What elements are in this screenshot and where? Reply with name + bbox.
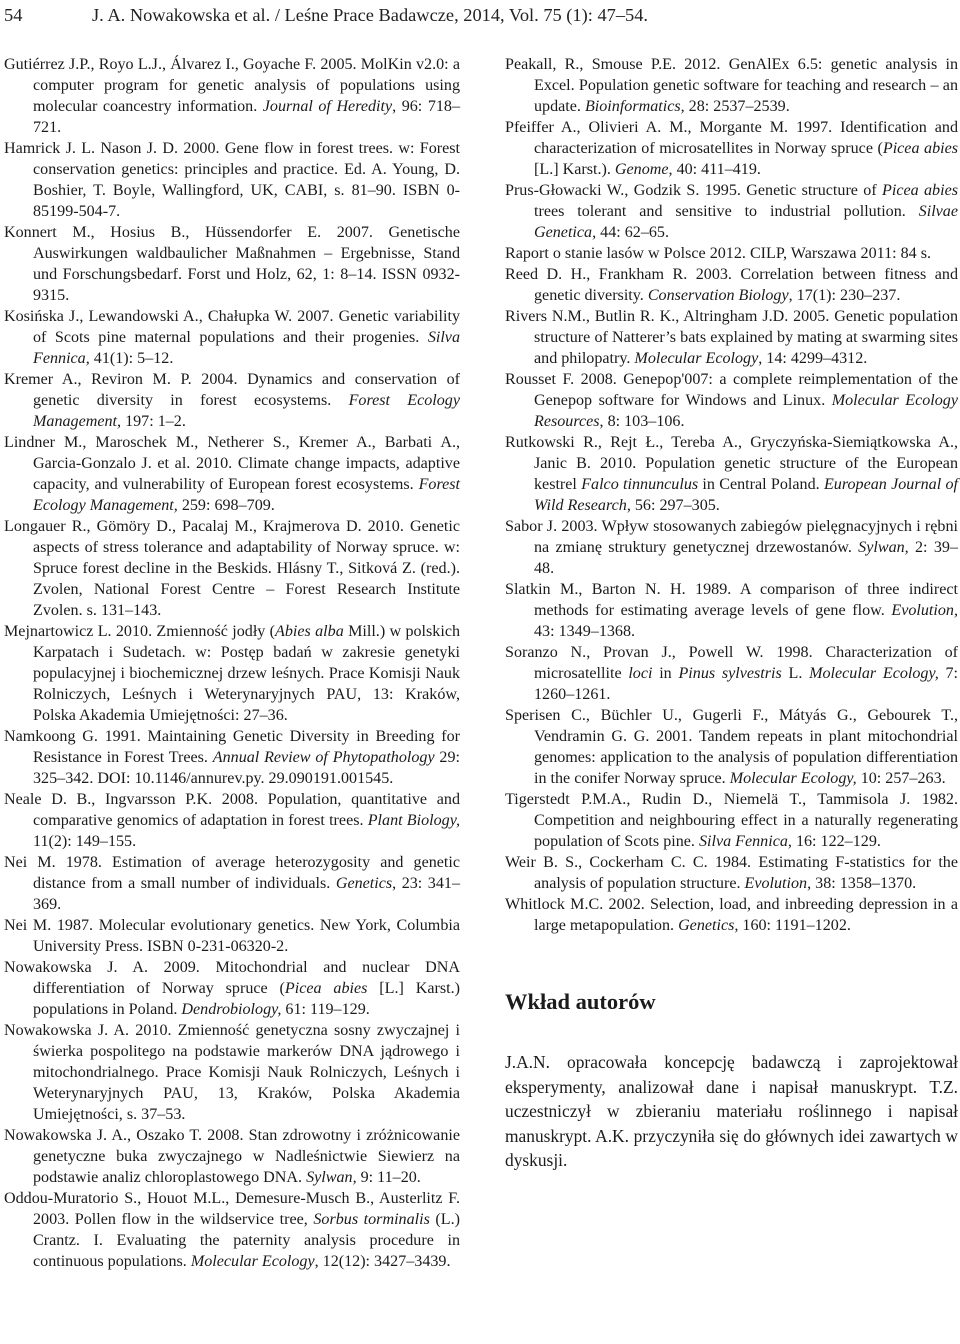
reference-entry [505,894,958,936]
reference-text: 43: 1349–1368. [534,623,636,640]
reference-italic-text: Genetics, [678,917,739,934]
reference-entry [505,180,958,243]
reference-italic-text: Forest Ecology Management, [33,392,460,430]
reference-italic-text: Silva Fennica, [698,833,792,850]
reference-italic-text: loci [628,665,653,682]
reference-text: 44: 62–65. [596,224,669,241]
reference-italic-text: Conservation Biology [647,287,789,304]
reference-italic-text: Sylwan, [306,1169,357,1186]
reference-italic-text: Silvae Genetica, [534,203,958,241]
reference-entry [505,117,958,180]
reference-italic-text: Sorbus torminalis [313,1211,430,1228]
reference-entry [505,432,958,516]
reference-text: , 23: 341–369. [33,875,460,913]
reference-text: 10: 257–263. [856,770,946,787]
reference-text: Prus-Głowacki W., Godzik S. 1995. Genetic structure of [505,182,883,199]
reference-italic-text: Annual Review of Phytopathology [212,749,435,766]
reference-text: Sperisen C., Büchler U., Gugerli F., Mátyás G., Gebourek T., Vendramin G. G. 2001. Tandem repeats in plant mitochondrial genomes: application to the analysis of population differentiation in the conifer Norway spruce. [505,707,958,787]
reference-italic-text: Genome, [614,161,673,178]
reference-entry [505,306,958,369]
reference-text: 160: 1191–1202. [738,917,851,934]
reference-text: , 12(12): 3427–3439. [314,1253,451,1270]
reference-text: [L.] Karst.). [534,161,615,178]
reference-text: Hamrick J. L. Nason J. D. 2000. Gene flow in forest trees. w: Forest conservation genetics: principles and practice. Ed. A. Young, D. Boshier, T. Boyle, Wallingford, UK, CABI, s. 81–90. ISBN 0-85199-504-7. [4,140,460,220]
reference-entry [4,1125,460,1188]
reference-entry [505,243,958,264]
reference-text: Nowakowska J. A., Oszako T. 2008. Stan zdrowotny i zróżnicowanie genetyczne buka zwyczajnego w Nadleśnictwie Siewierz na podstawie analiz chloroplastowego DNA. [4,1127,460,1186]
reference-italic-text: Falco tinnunculus [581,476,699,493]
reference-text: 61: 119–129. [281,1001,370,1018]
reference-text: Raport o stanie lasów w Polsce 2012. CILP, Warszawa 2011: 84 s. [505,245,932,262]
reference-text: Namkoong G. 1991. Maintaining Genetic Diversity in Breeding for Resistance in Forest Trees. [4,728,460,766]
reference-italic-text: Genetics [335,875,393,892]
reference-text: 29: 325–342. DOI: 10.1146/annurev.py. 29.090191.001545. [33,749,460,787]
reference-entry [4,915,460,957]
reference-text: 9: 11–20. [356,1169,421,1186]
reference-entry [4,957,460,1020]
reference-text: Peakall, R., Smouse P.E. 2012. GenAlEx 6.5: genetic analysis in Excel. Population genetic software for teaching and research – an update. [505,56,958,115]
reference-italic-text: Silva Fennica, [33,329,460,367]
reference-italic-text: Pinus sylvestris [678,665,782,682]
reference-italic-text: Molecular Ecology, [809,665,939,682]
reference-entry [505,642,958,705]
reference-entry [505,369,958,432]
references-left-column [4,54,460,1272]
reference-entry [505,705,958,789]
reference-entry [4,138,460,222]
reference-text: 28: 2537–2539. [684,98,790,115]
reference-entry [4,222,460,306]
reference-text: 259: 698–709. [177,497,275,514]
reference-italic-text: Plant Biology, [367,812,460,829]
reference-text: L. [781,665,810,682]
reference-italic-text: Molecular Ecology [634,350,759,367]
reference-text: in Central Poland. [698,476,824,493]
reference-text: 7: 1260–1261. [534,665,958,703]
reference-text: trees tolerant and sensitive to industrial pollution. [534,203,919,220]
reference-italic-text: Sylwan, [858,539,909,556]
reference-text: , 38: 1358–1370. [807,875,917,892]
reference-entry [4,1188,460,1272]
reference-italic-text: Molecular Ecology Resources [534,392,958,430]
reference-entry [4,306,460,369]
reference-text: Oddou-Muratorio S., Houot M.L., Demesure-Musch B., Austerlitz F. 2003. Pollen flow in the wildservice tree, [4,1190,460,1228]
reference-text: Konnert M., Hosius B., Hüssendorfer E. 2007. Genetische Auswirkungen waldbaulicher Maßnahmen – Ergebnisse, Stand und Forschungsbedarf. Forst und Holz, 62, 1: 8–14. ISSN 0932-9315. [4,224,460,304]
reference-italic-text: Picea abies [882,182,958,199]
references-right-column [505,54,958,1173]
reference-italic-text: Picea abies [284,980,368,997]
running-header [4,4,952,26]
reference-entry [505,789,958,852]
reference-text: Sabor J. 2003. Wpływ stosowanych zabiegów pielęgnacyjnych i rębni na zmianę struktury genetycznej drzewostanów. [505,518,958,556]
reference-italic-text: Abies alba [275,623,344,640]
reference-entry [505,579,958,642]
reference-text: Kremer A., Reviron M. P. 2004. Dynamics and conservation of genetic diversity in forest ecosystems. [4,371,460,409]
reference-text: Nowakowska J. A. 2010. Zmienność genetyczna sosny zwyczajnej i świerka pospolitego na podstawie markerów DNA jądrowego i mitochondrialnego. Prace Komisji Nauk Rolniczych, Leśnych i Weterynaryjnych PAU, 13, Kraków, Polska Akademia Umiejętności, s. 37–53. [4,1022,460,1123]
reference-text: Kosińska J., Lewandowski A., Chałupka W. 2007. Genetic variability of Scots pine maternal populations and their progenies. [4,308,460,346]
reference-text: Weir B. S., Cockerham C. C. 1984. Estimating F-statistics for the analysis of population structure. [505,854,958,892]
reference-text: Nowakowska J. A. 2009. Mitochondrial and nuclear DNA differentiation of Norway spruce ( [4,959,460,997]
reference-text: (L.) Crantz. I. Evaluating the paternity analysis procedure in continuous populations. [33,1211,460,1270]
reference-text: Lindner M., Maroschek M., Netherer S., Kremer A., Barbati A., Garcia-Gonzalo J. et al. 2010. Climate change impacts, adaptive capacity, and vulnerability of European forest ecosystems. [4,434,460,493]
running-title: J. A. Nowakowska et al. / Leśne Prace Badawcze, 2014, Vol. 75 (1): 47–54. [92,5,649,25]
reference-entry [505,264,958,306]
reference-italic-text: Evolution, [891,602,958,619]
reference-text: 41(1): 5–12. [89,350,174,367]
reference-text: , 96: 718–721. [33,98,461,136]
reference-text: , 8: 103–106. [599,413,685,430]
reference-italic-text: European Journal of Wild Research [534,476,958,514]
reference-text: Slatkin M., Barton N. H. 1989. A comparison of three indirect methods for estimating average levels of gene flow. [505,581,958,619]
reference-text: 11(2): 149–155. [33,833,137,850]
reference-entry [4,432,460,516]
reference-text: , 56: 297–305. [626,497,720,514]
reference-italic-text: Dendrobiology, [181,1001,282,1018]
author-contributions-heading: Wkład autorów [505,989,656,1014]
reference-entry [4,726,460,789]
reference-text: Neale D. B., Ingvarsson P.K. 2008. Population, quantitative and comparative genomics of adaptation in forest trees. [4,791,460,829]
reference-text: 16: 122–129. [791,833,881,850]
reference-entry [4,852,460,915]
reference-text: Mill.) w polskich Karpatach i Sudetach. w: Postęp badań w zakresie genetyki populacyjnej i biochemicznej drzew leśnych. Prace Komisji Nauk Rolniczych, Leśnych i Weterynaryjnych PAU, 13: Kraków, Polska Akademia Umiejętności: 27–36. [33,623,461,724]
reference-italic-text: Bioinformatics, [584,98,685,115]
author-contributions-text: J.A.N. opracowała koncepcję badawczą i zaprojektował eksperymenty, analizował dane i napisał manuskrypt. T.Z. uczestniczył w zbieraniu materiału roślinnego i napisał manuskrypt. A.K. przyczyniła się do głównych idei zawartych w dyskusji. [505,1052,958,1170]
reference-text: Rivers N.M., Butlin R. K., Altringham J.D. 2005. Genetic population structure of Natterer’s bats explained by mating at swarming sites and philopatry. [505,308,958,367]
reference-entry [4,516,460,621]
references-right-list [505,54,958,936]
page-number: 54 [4,5,23,25]
reference-text: Pfeiffer A., Olivieri A. M., Morgante M. 1997. Identification and characterization of microsatellites in Norway spruce ( [505,119,958,157]
reference-text: Gutiérrez J.P., Royo L.J., Álvarez I., Goyache F. 2005. MolKin v2.0: a computer program for genetic analysis of populations using molecular coancestry information. [4,56,460,115]
reference-italic-text: Forest Ecology Management, [33,476,460,514]
reference-text: Longauer R., Gömöry D., Pacalaj M., Krajmerova D. 2010. Genetic aspects of stress tolerance and adaptability of Norway spruce. w: Spruce forest decline in the Beskids. Hlásny T., Sitková Z. (red.). Zvolen, National Forest Centre – Forest Research Institute Zvolen. s. 131–143. [4,518,460,619]
reference-entry [505,516,958,579]
reference-text: Whitlock M.C. 2002. Selection, load, and inbreeding depression in a large metapopulation. [505,896,958,934]
reference-entry [4,621,460,726]
reference-text: Tigerstedt P.M.A., Rudin D., Niemelä T., Tammisola J. 1982. Competition and neighbouring effect in a naturally regenerating population of Scots pine. [505,791,958,850]
reference-text: Nei M. 1978. Estimation of average heterozygosity and genetic distance from a small number of individuals. [4,854,460,892]
reference-text: 2: 39–48. [534,539,958,577]
reference-italic-text: Journal of Heredity [262,98,393,115]
reference-entry [505,852,958,894]
reference-text: Mejnartowicz L. 2010. Zmienność jodły ( [4,623,276,640]
reference-italic-text: Evolution [744,875,808,892]
reference-entry [4,789,460,852]
reference-text: in [652,665,679,682]
reference-entry [4,54,460,138]
reference-text: Rutkowski R., Rejt Ł., Tereba A., Gryczyńska-Siemiątkowska A., Janic B. 2010. Population genetic structure of the European kestrel [505,434,958,493]
reference-text: 40: 411–419. [672,161,761,178]
reference-text: Rousset F. 2008. Genepop'007: a complete reimplementation of the Genepop software for Windows and Linux. [505,371,958,409]
reference-text: , 14: 4299–4312. [758,350,868,367]
reference-italic-text: Picea abies [882,140,958,157]
reference-text: , 17(1): 230–237. [788,287,901,304]
reference-entry [4,1020,460,1125]
reference-text: Soranzo N., Provan J., Powell W. 1998. Characterization of microsatellite [505,644,958,682]
reference-text: Nei M. 1987. Molecular evolutionary genetics. New York, Columbia University Press. ISBN 0-231-06320-2. [4,917,460,955]
reference-entry [505,54,958,117]
reference-entry [4,369,460,432]
reference-text: Reed D. H., Frankham R. 2003. Correlation between fitness and genetic diversity. [505,266,958,304]
reference-text: 197: 1–2. [121,413,186,430]
reference-italic-text: Molecular Ecology [190,1253,315,1270]
reference-text: [L.] Karst.) populations in Poland. [33,980,460,1018]
reference-italic-text: Molecular Ecology, [729,770,857,787]
